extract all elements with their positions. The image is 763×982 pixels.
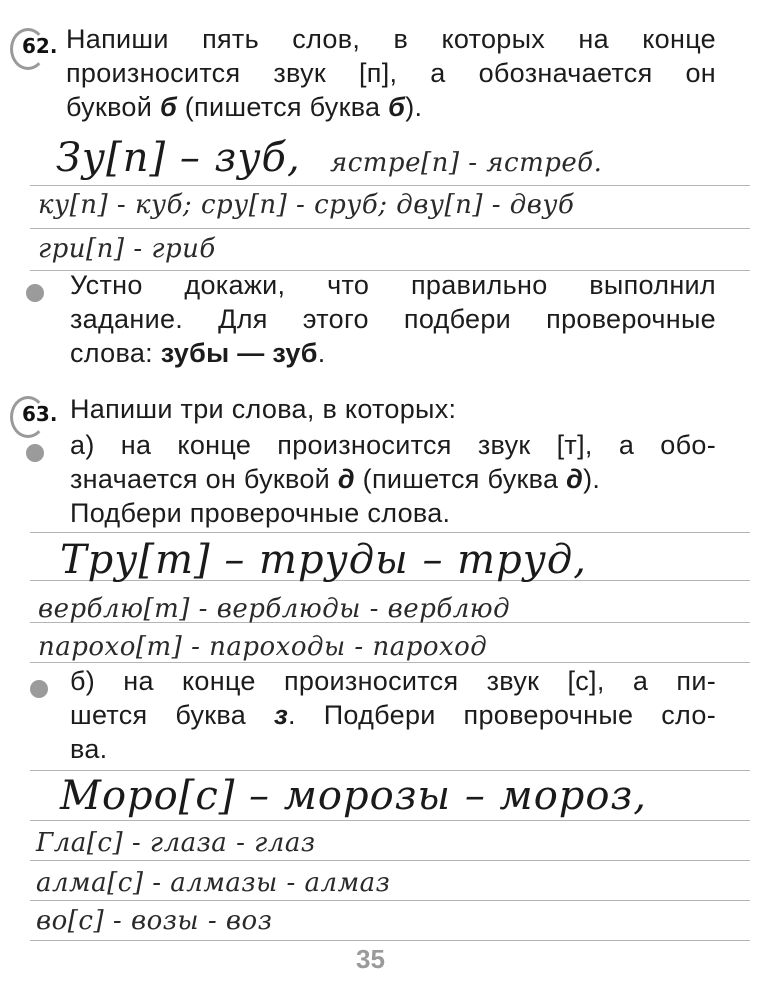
- bullet-icon: [30, 680, 48, 698]
- ruled-line: [30, 662, 750, 663]
- page-number: 35: [356, 944, 385, 974]
- task-63-b-line-1: б) на конце произносится звук [с], а пи-: [70, 666, 716, 696]
- task-62-extra-line-1: Устно докажи, что правильно выполнил: [70, 270, 716, 300]
- task-62-number: 62.: [22, 34, 57, 58]
- task-62-model-answer: Зу[п] – зуб,: [56, 135, 301, 181]
- task-63-b-handwritten-line: алма[с] - алмазы - алмаз: [36, 868, 391, 898]
- task-63-number: 63.: [22, 402, 57, 426]
- task-63-a-line-1: а) на конце произносится звук [т], а обо-: [70, 430, 716, 460]
- ruled-line: [30, 860, 750, 861]
- task-63-b-model-answer: Моро[с] – морозы – мороз,: [60, 773, 647, 819]
- task-63-intro: Напиши три слова, в которых:: [70, 394, 457, 424]
- task-62-extra-line-2: задание. Для этого подбери проверочные: [70, 304, 716, 334]
- ruled-line: [30, 900, 750, 901]
- task-63-b-handwritten-line: Гла[с] - глаза - глаз: [36, 828, 316, 858]
- ruled-line: [30, 770, 750, 771]
- task-62-line-1: Напиши пять слов, в которых на конце: [66, 24, 716, 54]
- task-62-line-2: произносится звук [п], а обозначается он: [66, 58, 716, 88]
- ruled-line: [30, 228, 750, 229]
- task-63-a-model-answer: Тру[т] – труды – труд,: [60, 537, 587, 583]
- ruled-line: [30, 185, 750, 186]
- ruled-line: [30, 820, 750, 821]
- task-63-a-line-2: значается он буквой д (пишется буква д).: [70, 464, 601, 494]
- bullet-icon: [26, 444, 44, 462]
- task-62-handwritten-line: гри[п] - гриб: [38, 234, 216, 264]
- task-63-b-line-2: шется буква з. Подбери проверочные сло-: [70, 700, 717, 730]
- task-63-a-handwritten-line: верблю[т] - верблюды - верблюд: [38, 594, 511, 624]
- task-62-handwritten-line: ястре[п] - ястреб.: [330, 148, 603, 178]
- task-62-line-3: буквой б (пишется буква б).: [66, 92, 423, 122]
- task-63-b-handwritten-line: во[с] - возы - воз: [36, 906, 273, 936]
- task-62-handwritten-line: ку[п] - куб; сру[п] - сруб; дву[п] - двуб: [38, 190, 575, 220]
- task-63-a-line-3: Подбери проверочные слова.: [70, 498, 451, 528]
- task-63-b-line-3: ва.: [70, 734, 108, 764]
- ruled-line: [30, 532, 750, 533]
- oral-task-bullet-icon: [26, 284, 44, 302]
- task-63-a-handwritten-line: парохо[т] - пароходы - пароход: [38, 632, 488, 662]
- ruled-line: [30, 940, 750, 941]
- task-62-extra-line-3: слова: зубы — зуб.: [70, 338, 326, 368]
